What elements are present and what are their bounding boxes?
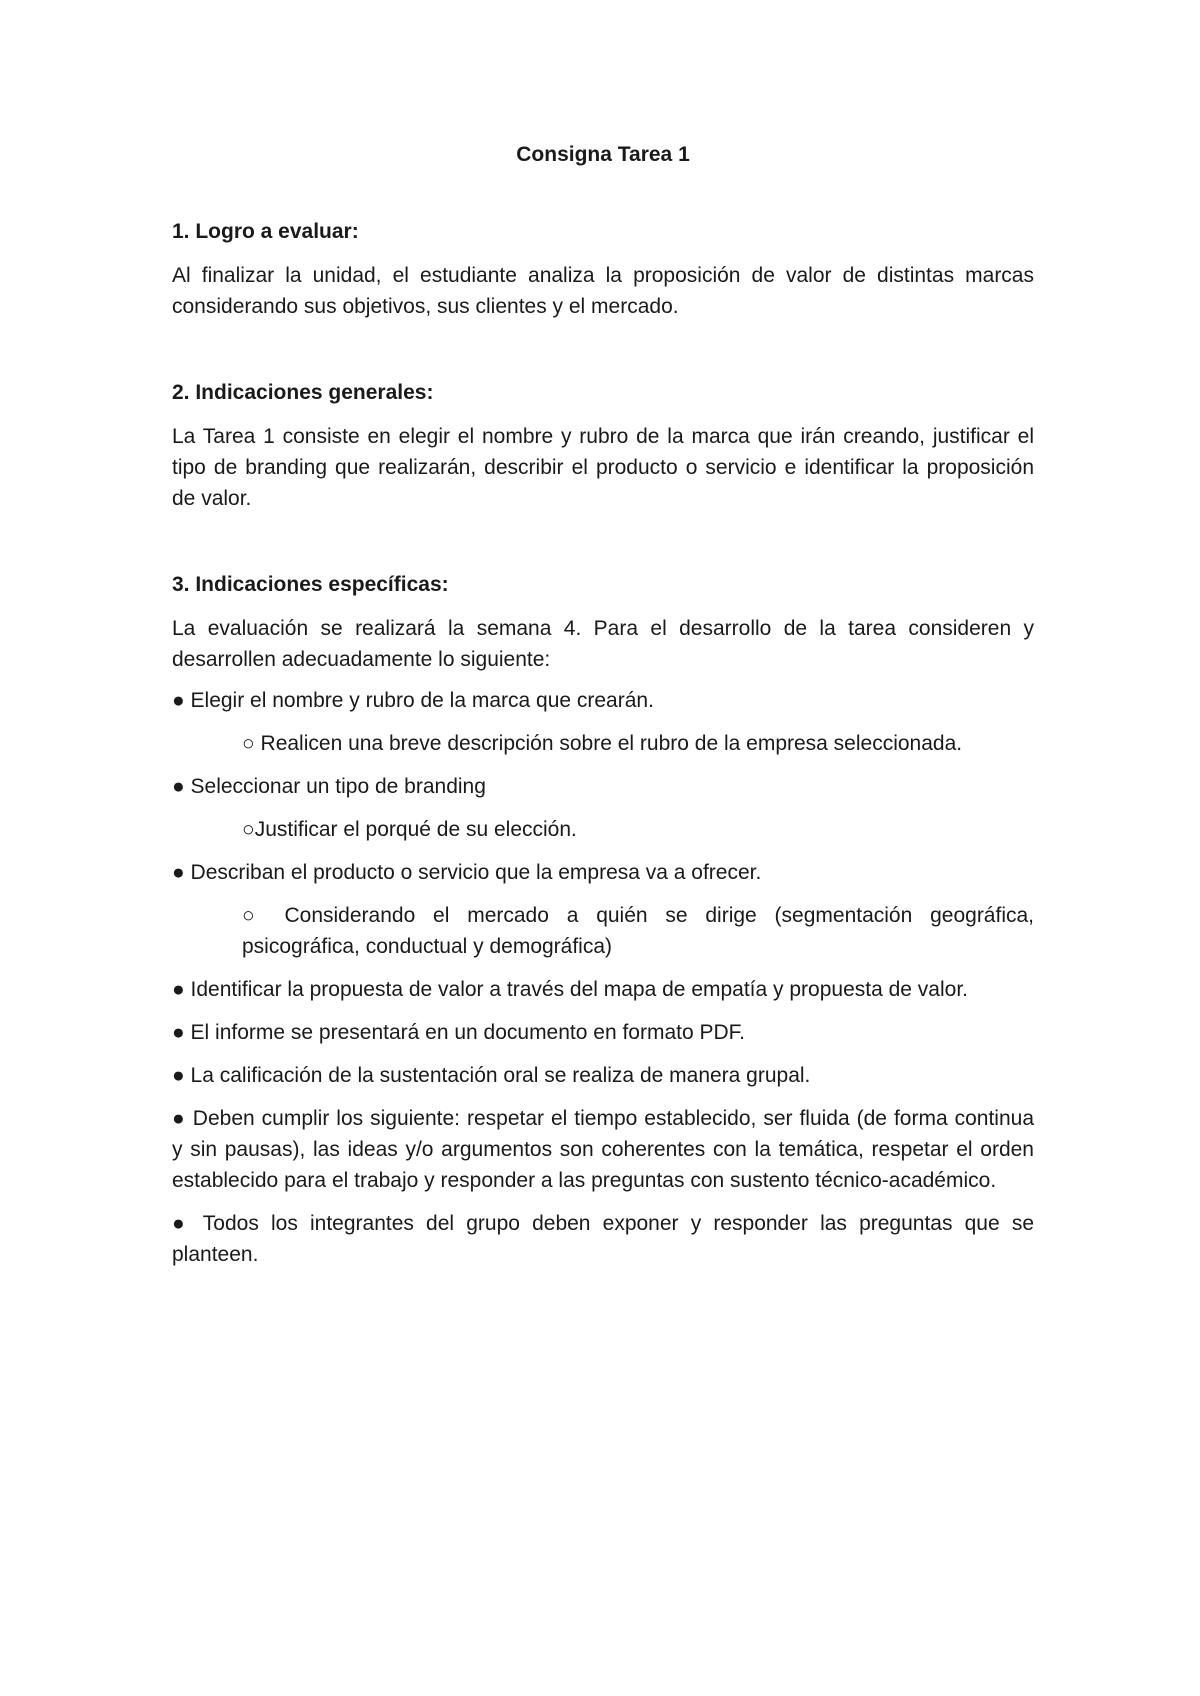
list-item — [172, 974, 1034, 1005]
list-item-text: Elegir el nombre y rubro de la marca que crearán. — [190, 689, 654, 712]
list-item-text: Todos los integrantes del grupo deben exponer y responder las preguntas que se planteen. — [172, 1212, 1034, 1266]
section-1-heading: 1. Logro a evaluar: — [172, 220, 359, 243]
sub-bullet-icon: ○ — [242, 818, 255, 841]
list-item — [172, 685, 1034, 716]
section-3-intro: La evaluación se realizará la semana 4. Para el desarrollo de la tarea consideren y desarrollen adecuadamente lo siguiente: — [172, 617, 1034, 671]
list-item-text: Describan el producto o servicio que la empresa va a ofrecer. — [190, 861, 762, 884]
list-item-text: Seleccionar un tipo de branding — [190, 775, 486, 798]
bullet-icon: ● — [172, 775, 185, 798]
section-1-text: Al finalizar la unidad, el estudiante analiza la proposición de valor de distintas marcas considerando sus objetivos, sus clientes y el mercado. — [172, 264, 1034, 318]
sub-list-item-text: Realicen una breve descripción sobre el rubro de la empresa seleccionada. — [260, 732, 963, 755]
list-item — [172, 1103, 1034, 1196]
list-item-text: Identificar la propuesta de valor a través del mapa de empatía y propuesta de valor. — [190, 978, 968, 1001]
bullet-icon: ● — [172, 689, 185, 712]
bullet-icon: ● — [172, 978, 185, 1001]
sub-list-item-text: Justificar el porqué de su elección. — [254, 818, 577, 841]
list-item — [172, 1017, 1034, 1048]
list-item — [172, 771, 1034, 802]
sub-list-item-text: Considerando el mercado a quién se dirige (segmentación geográfica, psicográfica, conductual y demográfica) — [242, 904, 1034, 958]
bullet-icon: ● — [172, 1064, 185, 1087]
bullet-icon: ● — [172, 1212, 192, 1235]
list-item-text: El informe se presentará en un documento en formato PDF. — [190, 1021, 745, 1044]
document-title: Consigna Tarea 1 — [516, 143, 690, 166]
list-item — [172, 1060, 1034, 1091]
sub-bullet-icon: ○ — [242, 732, 255, 755]
sub-bullet-icon: ○ — [242, 904, 267, 927]
list-item-text: Deben cumplir los siguiente: respetar el tiempo establecido, ser fluida (de forma continua y sin pausas), las ideas y/o argumentos son coherentes con la temática, respetar el orden establecido para el trabajo y responder a las preguntas con sustento técnico-académico. — [172, 1107, 1034, 1192]
list-item — [172, 857, 1034, 888]
section-2-text: La Tarea 1 consiste en elegir el nombre y rubro de la marca que irán creando, justificar el tipo de branding que realizarán, describir el producto o servicio e identificar la proposición de valor. — [172, 425, 1034, 510]
bullet-icon: ● — [172, 1021, 185, 1044]
section-3-heading: 3. Indicaciones específicas: — [172, 573, 449, 596]
sub-list-item — [242, 814, 1034, 845]
document-body — [172, 140, 1034, 1270]
sub-list-item — [242, 900, 1034, 962]
section-2-heading: 2. Indicaciones generales: — [172, 381, 434, 404]
list-item-text: La calificación de la sustentación oral se realiza de manera grupal. — [190, 1064, 811, 1087]
sub-list-item — [242, 728, 1034, 759]
bullet-icon: ● — [172, 1107, 186, 1130]
bullet-icon: ● — [172, 861, 185, 884]
list-item — [172, 1208, 1034, 1270]
